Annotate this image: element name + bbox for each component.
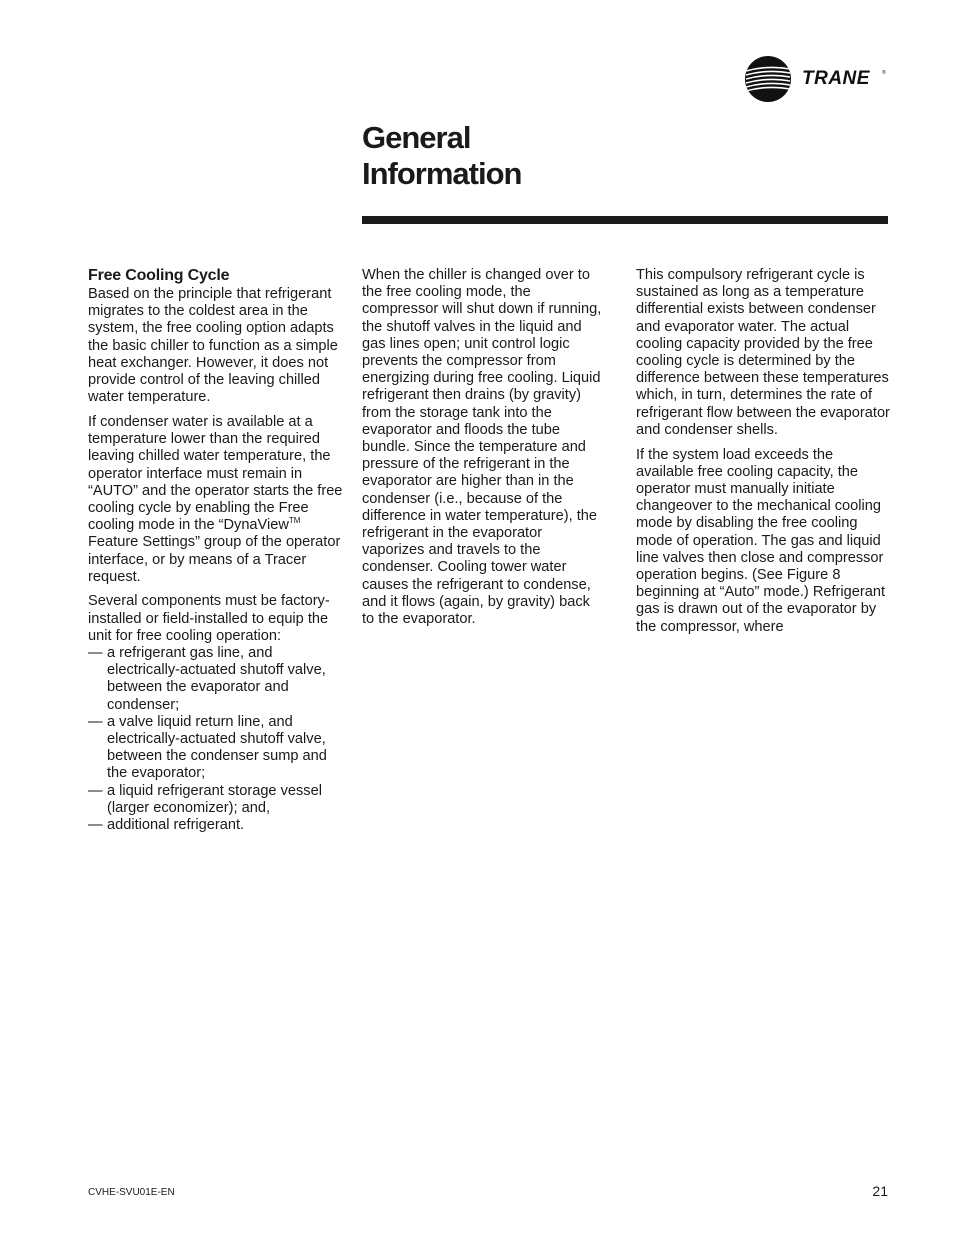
page-number: 21 [872,1183,888,1199]
trane-logo-icon [744,55,894,103]
section-heading: Free Cooling Cycle [88,267,230,284]
list-item [88,714,344,783]
col1-p2-text-b: Feature Settings” group of the operator interface, or by means of a Tracer request. [88,534,341,585]
col3-paragraph-2: If the system load exceeds the available free cooling capacity, the operator must manually initiate changeover to the mechanical cooling mode by disabling the free cooling mode of operation. The gas and liquid line valves then close and compressor operation begins. (See Figure 8 beginning at “Auto” mode.) Refrigerant gas is drawn out of the evaporator by the compressor, where [636,446,886,635]
document-code: CVHE-SVU01E-EN [88,1187,175,1198]
logo-wordmark: TRANE [802,68,870,89]
dash-mark: — [88,645,103,662]
page-title [362,120,522,192]
column-2 [362,267,606,636]
col1-paragraph-3: Several components must be factory-installed or field-installed to equip the unit for free cooling operation: [88,593,330,644]
col3-paragraph-1: This compulsory refrigerant cycle is sustained as long as a temperature differential exists between condenser and evaporator water. The actual cooling capacity provided by the free cooling cycle is determined by the difference between these temperatures which, in turn, determines the rate of refrigerant flow between the evaporator and condenser shells. [636,267,890,438]
column-1 [88,267,344,834]
trademark-symbol: TM [288,516,301,526]
col1-paragraph-1: Based on the principle that refrigerant migrates to the coldest area in the system, the free cooling option adapts the basic chiller to function as a simple heat exchanger. However, it does not provide control of the leaving chilled water temperature. [88,286,338,406]
list-item [88,783,344,817]
list-item-text: additional refrigerant. [107,817,245,834]
col1-paragraph-2 [88,414,344,586]
list-item-text: a liquid refrigerant storage vessel (larger economizer); and, [107,782,322,816]
list-item [88,817,344,834]
title-line-2: Information [362,156,522,191]
title-line-1: General [362,120,471,155]
column-3 [636,267,892,643]
dash-mark: — [88,782,103,799]
svg-text:®: ® [882,70,886,76]
dash-mark: — [88,817,103,834]
component-list [88,645,344,834]
col2-paragraph-1: When the chiller is changed over to the free cooling mode, the compressor will shut down if running, the shutoff valves in the liquid and gas lines open; unit control logic prevents the compressor from energizing during free cooling. Liquid refrigerant then drains (by gravity) from the storage tank into the evaporator and floods the tube bundle. Since the temperature and pressure of the refrigerant in the evaporator are higher than in the condenser (i.e., because of the difference in water temperature), the refrigerant in the evaporator vaporizes and travels to the condenser. Cooling tower water causes the refrigerant to condense, and it flows (again, by gravity) back to the evaporator. [362,267,602,628]
dash-mark: — [88,713,103,730]
title-rule [362,216,888,224]
col1-p2-text-a: If condenser water is available at a temperature lower than the required leaving chilled water temperature, the operator interface must remain in “AUTO” and the operator starts the free cooling cycle by enabling the Free cooling mode in the “DynaView [88,413,343,534]
trane-logo [744,55,894,103]
list-item-text: a refrigerant gas line, and electrically-actuated shutoff valve, between the evaporator and condenser; [107,645,326,713]
list-item-text: a valve liquid return line, and electrically-actuated shutoff valve, between the condenser sump and the evaporator; [107,713,327,782]
list-item [88,645,344,714]
